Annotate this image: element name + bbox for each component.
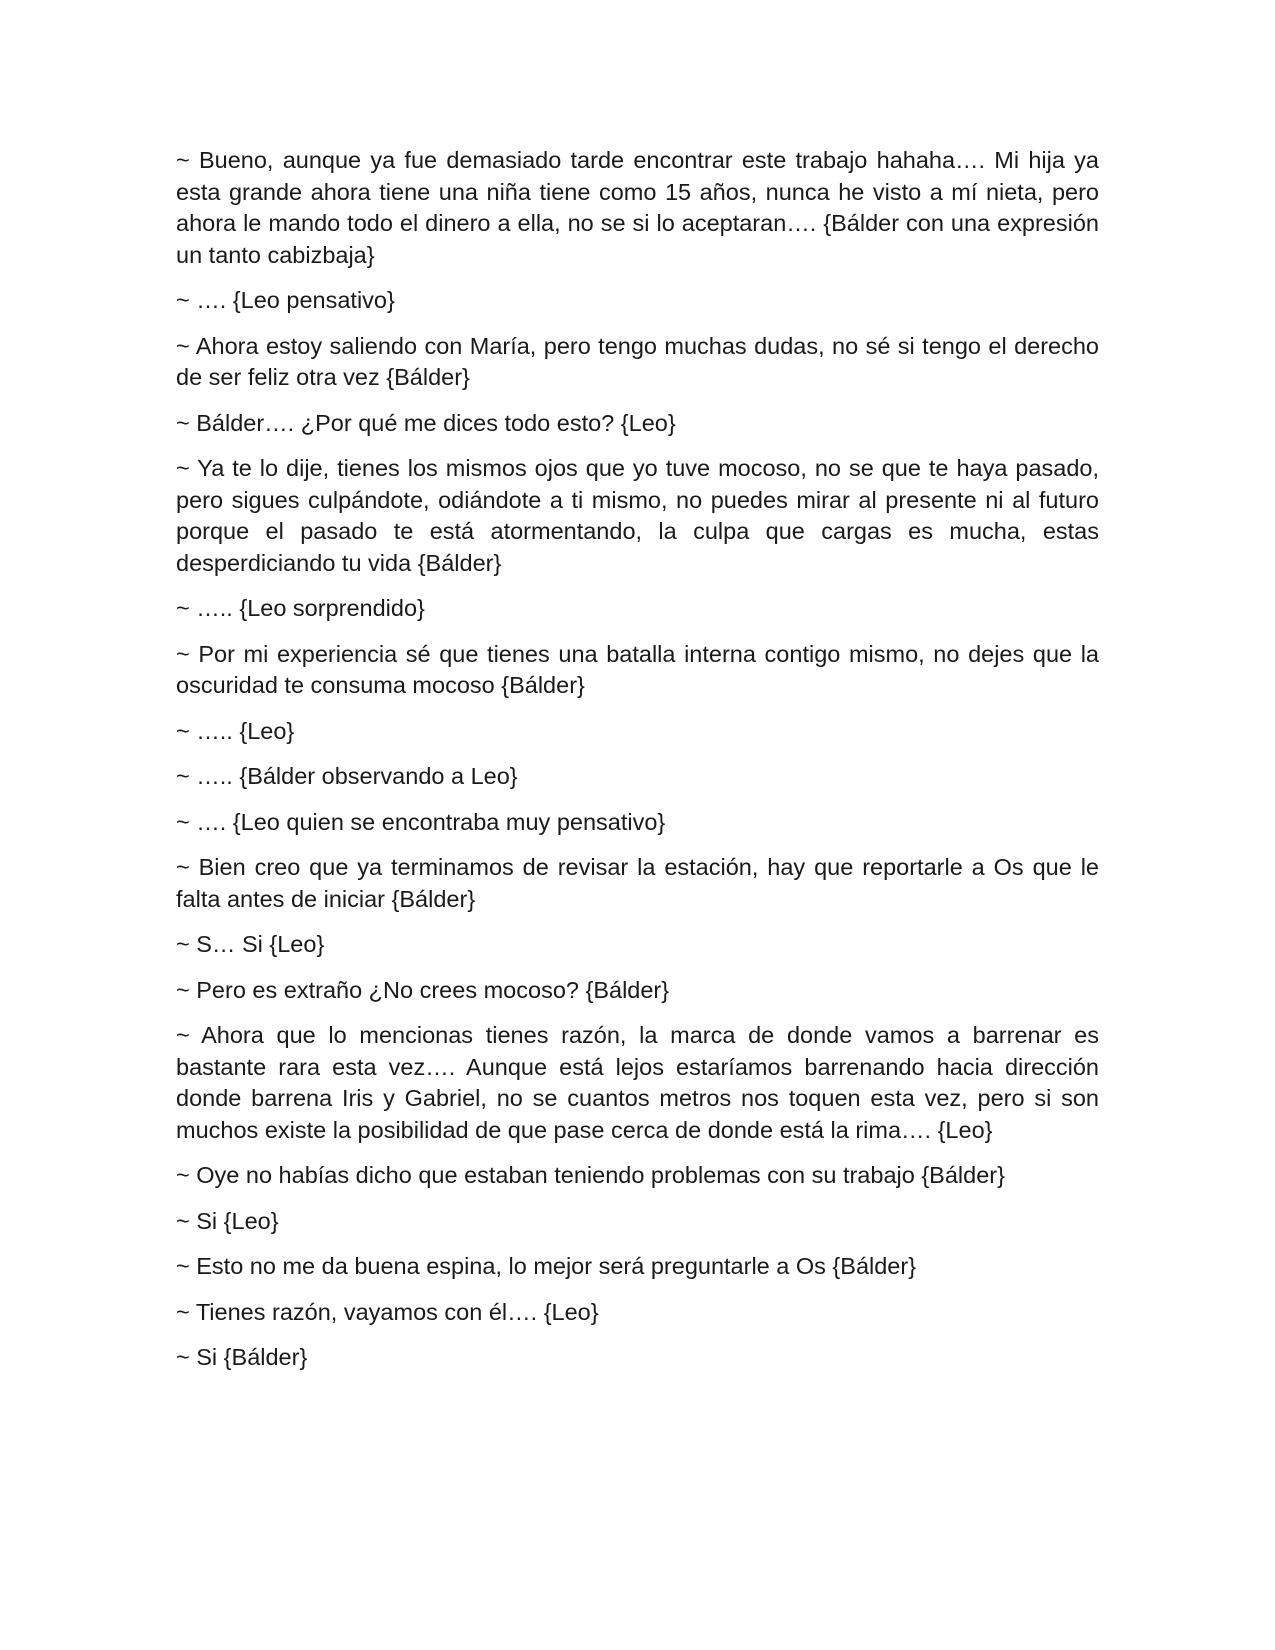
dialogue-paragraph: ~ Bueno, aunque ya fue demasiado tarde encontrar este trabajo hahaha…. Mi hija ya esta grande ahora tiene una niña tiene como 15 años, nunca he visto a mí nieta, pero ahora le mando todo el dinero a ella, no se si lo aceptaran…. {Bálder con una expresión un tanto cabizbaja} (176, 147, 1099, 268)
dialogue-paragraph: ~ Ya te lo dije, tienes los mismos ojos que yo tuve mocoso, no se que te haya pasado, pero sigues culpándote, odiándote a ti mismo, no puedes mirar al presente ni al futuro porque el pasado te está atormentando, la culpa que cargas es mucha, estas desperdiciando tu vida {Bálder} (176, 455, 1099, 576)
dialogue-paragraph: ~ S… Si {Leo} (176, 931, 325, 957)
dialogue-paragraph: ~ Pero es extraño ¿No crees mocoso? {Bálder} (176, 976, 670, 1003)
dialogue-paragraph: ~ ….. {Bálder observando a Leo} (176, 763, 518, 789)
dialogue-paragraph: ~ Bálder…. ¿Por qué me dices todo esto? {Leo} (176, 409, 676, 436)
dialogue-paragraph: ~ Oye no habías dicho que estaban teniendo problemas con su trabajo {Bálder} (176, 1162, 1005, 1188)
dialogue-paragraph: ~ ….. {Leo} (176, 717, 295, 744)
dialogue-paragraph: ~ Bien creo que ya terminamos de revisar la estación, hay que reportarle a Os que le falta antes de iniciar {Bálder} (176, 854, 1099, 912)
dialogue-paragraph: ~ Si {Leo} (176, 1207, 279, 1234)
dialogue-paragraph: ~ …. {Leo pensativo} (176, 287, 395, 313)
dialogue-paragraph: ~ ….. {Leo sorprendido} (176, 595, 425, 621)
dialogue-paragraph: ~ Tienes razón, vayamos con él…. {Leo} (176, 1298, 599, 1325)
dialogue-paragraph: ~ Por mi experiencia sé que tienes una batalla interna contigo mismo, no dejes que la oscuridad te consuma mocoso {Bálder} (176, 640, 1099, 698)
dialogue-text (176, 145, 1099, 1388)
dialogue-paragraph: ~ Ahora estoy saliendo con María, pero tengo muchas dudas, no sé si tengo el derecho de ser feliz otra vez {Bálder} (176, 332, 1099, 390)
dialogue-paragraph: ~ Esto no me da buena espina, lo mejor será preguntarle a Os {Bálder} (176, 1253, 917, 1279)
dialogue-paragraph: ~ …. {Leo quien se encontraba muy pensativo} (176, 808, 666, 835)
dialogue-paragraph: ~ Ahora que lo mencionas tienes razón, la marca de donde vamos a barrenar es bastante rara esta vez…. Aunque está lejos estaríamos barrenando hacia dirección donde barrena Iris y Gabriel, no se cuantos metros nos toquen esta vez, pero si son muchos existe la posibilidad de que pase cerca de donde está la rima…. {Leo} (176, 1022, 1099, 1143)
dialogue-paragraph: ~ Si {Bálder} (176, 1344, 308, 1370)
